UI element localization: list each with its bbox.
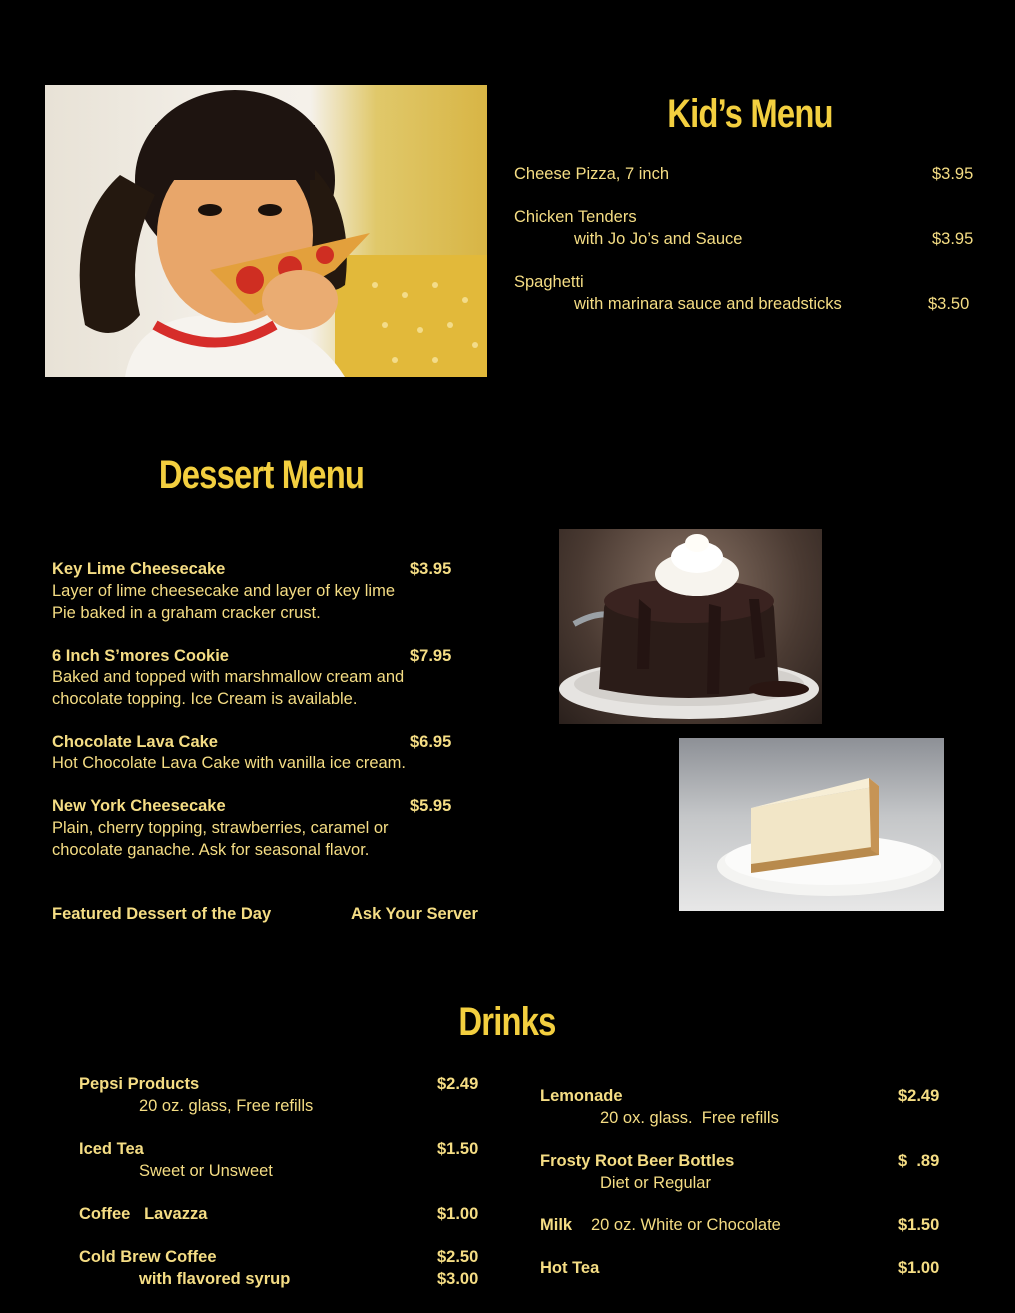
featured-dessert-value: Ask Your Server (351, 905, 478, 923)
dessert-item-name: Key Lime Cheesecake (52, 560, 226, 578)
kids-item-price: $3.95 (932, 165, 974, 183)
dessert-item-desc: Hot Chocolate Lava Cake with vanilla ice cream. (52, 754, 407, 772)
drink-name: Pepsi Products (79, 1075, 200, 1093)
dessert-item-price: $5.95 (410, 797, 452, 815)
drink-desc: 20 ox. glass. Free refills (600, 1109, 779, 1127)
dessert-item-price: $3.95 (410, 560, 452, 578)
drink-price: $2.49 (437, 1075, 479, 1093)
drink-name: Coffee Lavazza (79, 1205, 208, 1223)
kids-item-desc: with Jo Jo’s and Sauce (574, 230, 743, 248)
drink-price: $1.00 (437, 1205, 479, 1223)
dessert-item-name: Chocolate Lava Cake (52, 733, 218, 751)
drink-desc: 20 oz. White or Chocolate (591, 1216, 781, 1234)
drink-price: $2.49 (898, 1087, 940, 1105)
cheesecake-photo (679, 738, 944, 911)
chocolate-lava-cake-photo (559, 529, 822, 724)
drink-name: Frosty Root Beer Bottles (540, 1152, 735, 1170)
kids-item-desc: with marinara sauce and breadsticks (574, 295, 842, 313)
drink-price: $ .89 (898, 1152, 940, 1170)
drink-name: Iced Tea (79, 1140, 144, 1158)
drink-desc: Sweet or Unsweet (139, 1162, 273, 1180)
kids-item-name: Spaghetti (514, 273, 584, 291)
featured-dessert-label: Featured Dessert of the Day (52, 905, 272, 923)
drink-desc: 20 oz. glass, Free refills (139, 1097, 314, 1115)
drink-name: Hot Tea (540, 1259, 600, 1277)
dessert-item-desc: Baked and topped with marshmallow cream and (52, 668, 405, 686)
dessert-item-desc: chocolate topping. Ice Cream is available. (52, 690, 358, 708)
kids-item-price: $3.50 (928, 295, 970, 313)
drink-name: Lemonade (540, 1087, 623, 1105)
drink-price: $2.50 (437, 1248, 479, 1266)
drink-price: $1.50 (437, 1140, 479, 1158)
drink-desc: Diet or Regular (600, 1174, 711, 1192)
dessert-item-desc: Plain, cherry topping, strawberries, caramel or (52, 819, 389, 837)
dessert-item-price: $7.95 (410, 647, 452, 665)
drink-price: $1.00 (898, 1259, 940, 1277)
dessert-item-name: 6 Inch S’mores Cookie (52, 647, 229, 665)
drink-price: $1.50 (898, 1216, 940, 1234)
dessert-item-desc: Pie baked in a graham cracker crust. (52, 604, 321, 622)
dessert-item-desc: Layer of lime cheesecake and layer of key lime (52, 582, 396, 600)
drink-price: $3.00 (437, 1270, 479, 1288)
drink-name: Cold Brew Coffee (79, 1248, 217, 1266)
kids-item-name: Cheese Pizza, 7 inch (514, 165, 670, 183)
kid-eating-pizza-photo (45, 85, 487, 377)
dessert-item-name: New York Cheesecake (52, 797, 226, 815)
drink-name: Milk (540, 1216, 573, 1234)
dessert-item-price: $6.95 (410, 733, 452, 751)
kids-menu-title: Kid’s Menu (667, 92, 833, 136)
dessert-menu-title: Dessert Menu (158, 453, 365, 497)
drink-desc: with flavored syrup (139, 1270, 291, 1288)
kids-item-name: Chicken Tenders (514, 208, 637, 226)
dessert-item-desc: chocolate ganache. Ask for seasonal flavor. (52, 841, 370, 859)
kids-item-price: $3.95 (932, 230, 974, 248)
drinks-title: Drinks (458, 1000, 556, 1044)
